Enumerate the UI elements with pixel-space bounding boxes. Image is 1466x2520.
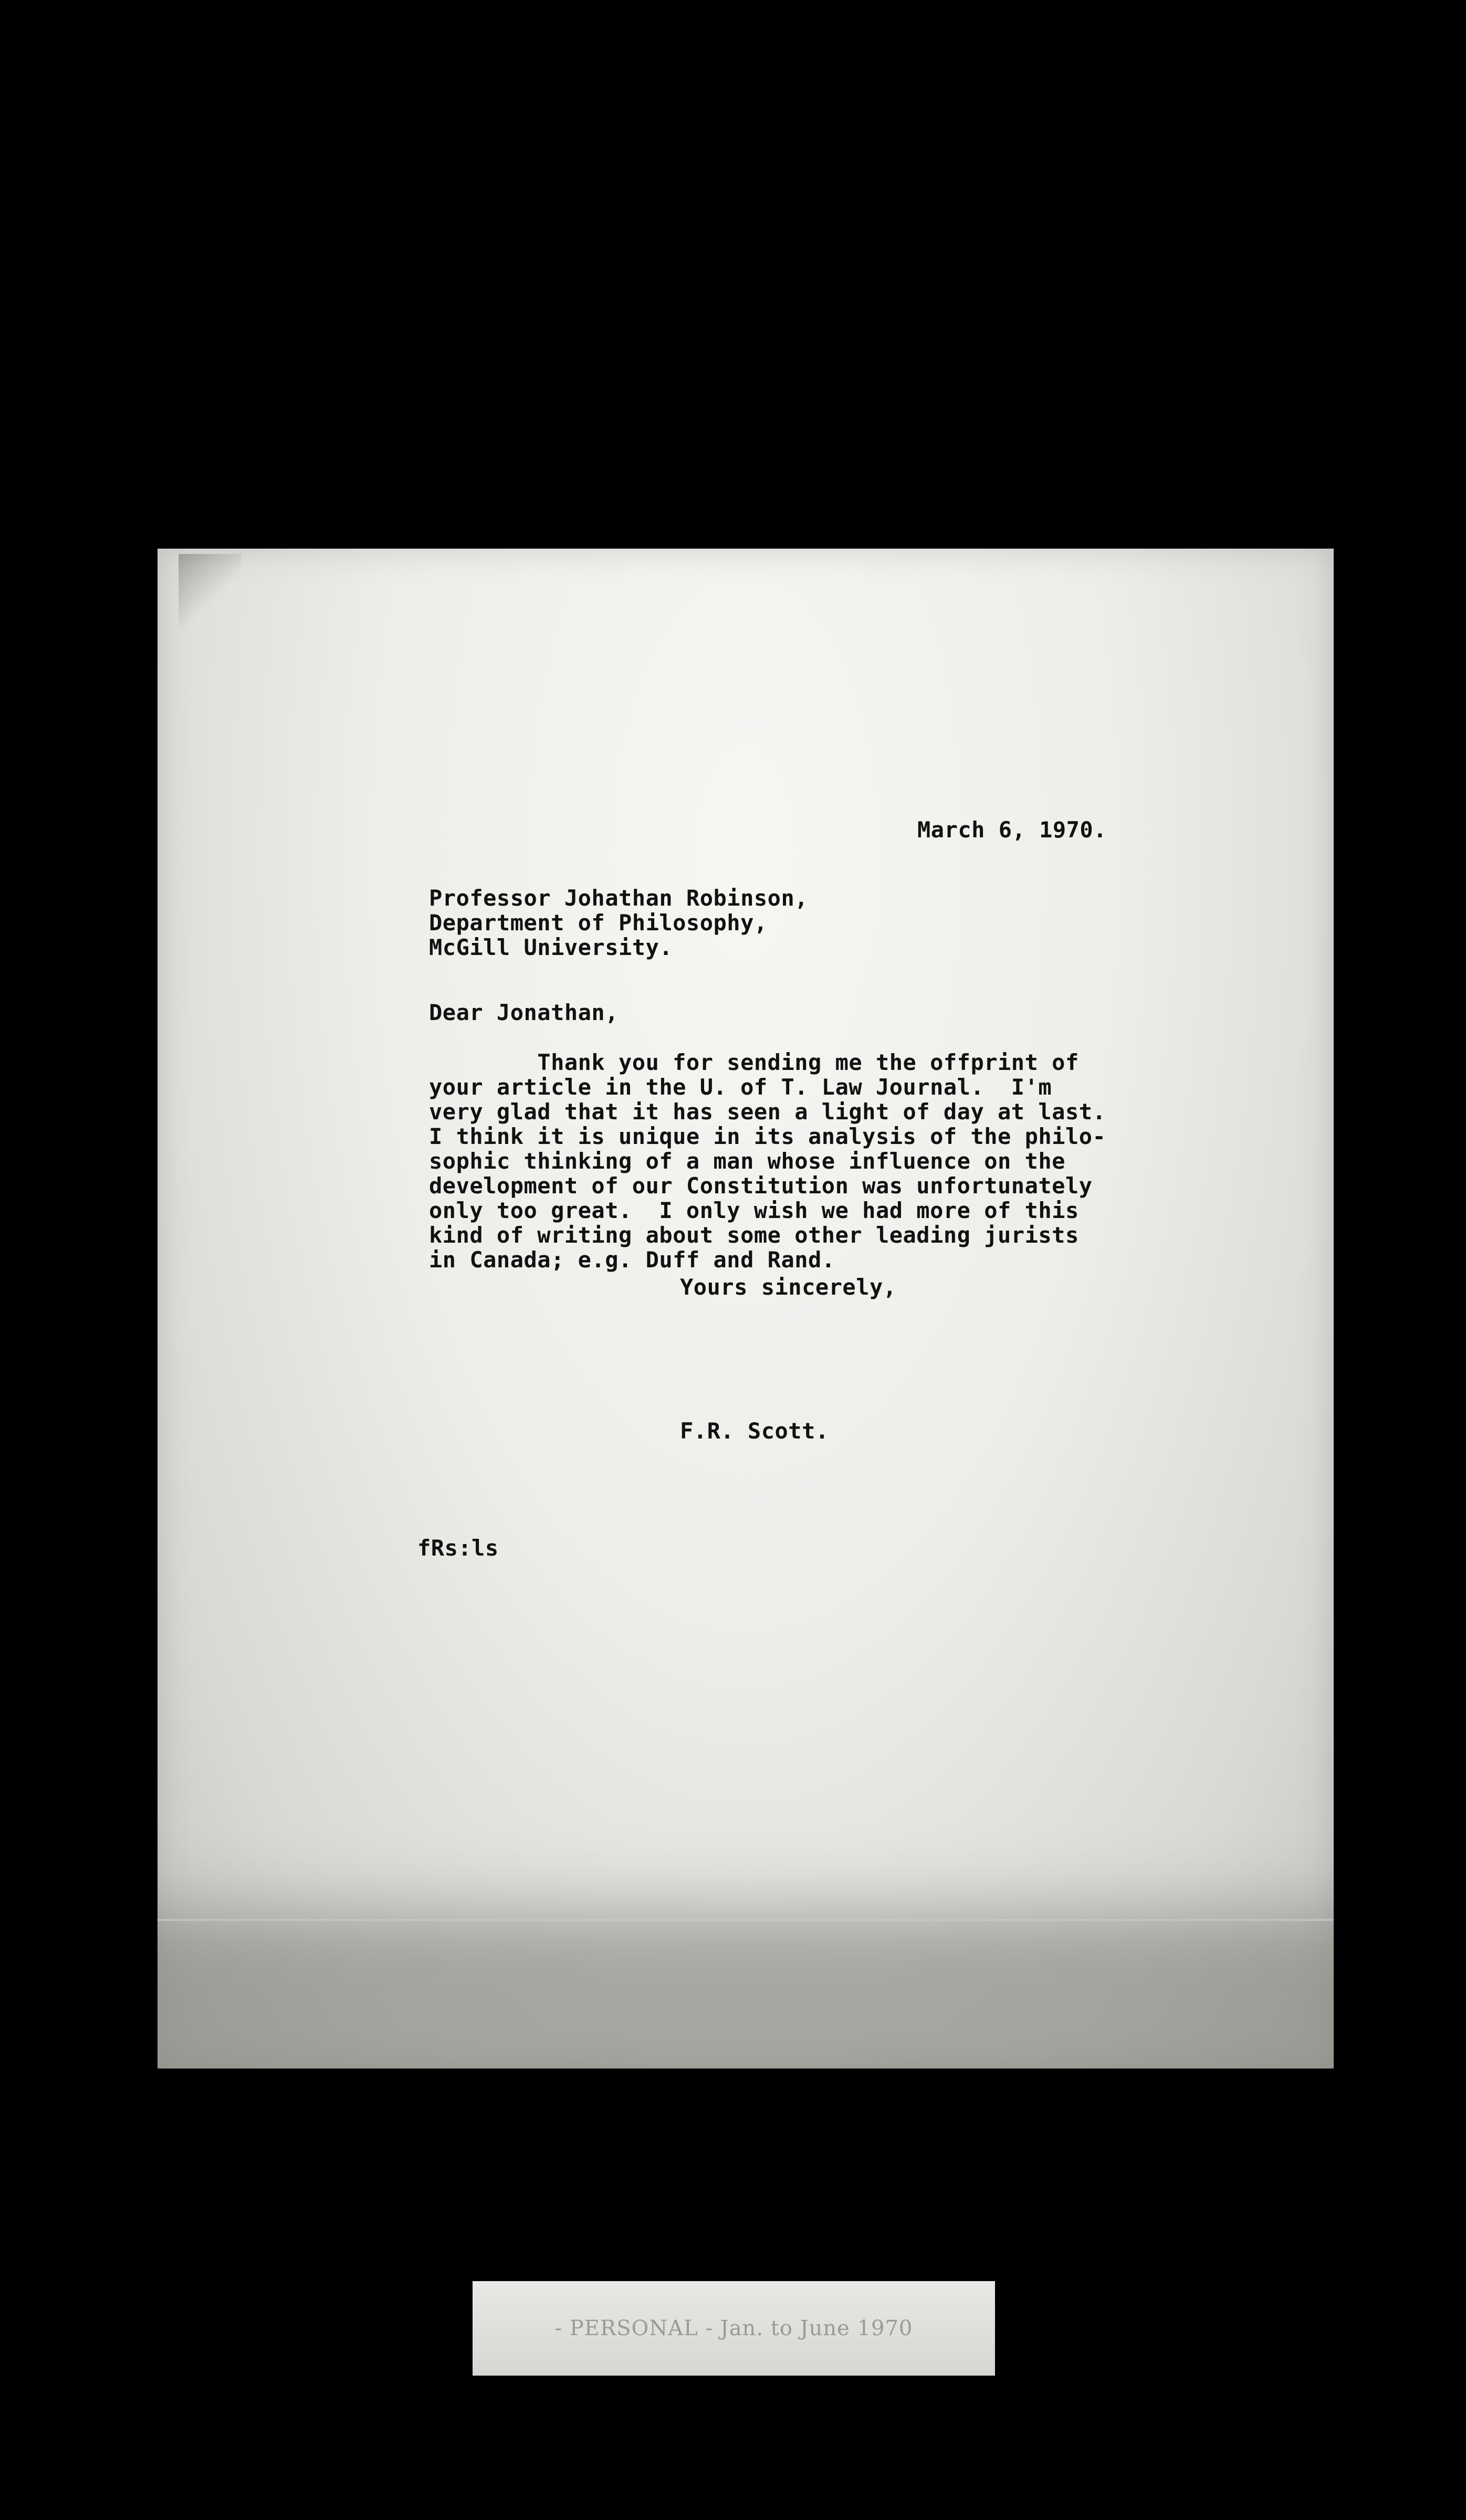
body-line: in Canada; e.g. Duff and Rand.: [429, 1247, 835, 1273]
address-line: Professor Johathan Robinson,: [429, 885, 809, 911]
letter-date: March 6, 1970.: [917, 817, 1107, 843]
body-line: only too great. I only wish we had more of this: [429, 1198, 1079, 1223]
body-line: development of our Constitution was unfortunately: [429, 1173, 1093, 1199]
body-line: Thank you for sending me the offprint of: [429, 1049, 1079, 1075]
closing: Yours sincerely,: [680, 1274, 897, 1300]
body-line: sophic thinking of a man whose influence on the: [429, 1148, 1065, 1174]
body-line: I think it is unique in its analysis of the philo-: [429, 1124, 1106, 1149]
body-line: your article in the U. of T. Law Journal. I'm: [429, 1074, 1052, 1100]
page-corner-mark: [179, 554, 242, 627]
file-label-text: - PERSONAL - Jan. to June 1970: [554, 2316, 913, 2340]
letter-page: [158, 549, 1334, 2068]
file-label: [473, 2281, 995, 2376]
address-line: Department of Philosophy,: [429, 910, 768, 936]
letter-body: [429, 1050, 1106, 1272]
signature: F.R. Scott.: [680, 1418, 829, 1444]
body-line: very glad that it has seen a light of day at last.: [429, 1099, 1106, 1125]
recipient-address: [429, 886, 808, 960]
address-line: McGill University.: [429, 934, 673, 960]
salutation: Dear Jonathan,: [429, 1000, 619, 1025]
body-line: kind of writing about some other leading jurists: [429, 1222, 1079, 1248]
typist-initials: fRs:ls: [417, 1535, 499, 1561]
